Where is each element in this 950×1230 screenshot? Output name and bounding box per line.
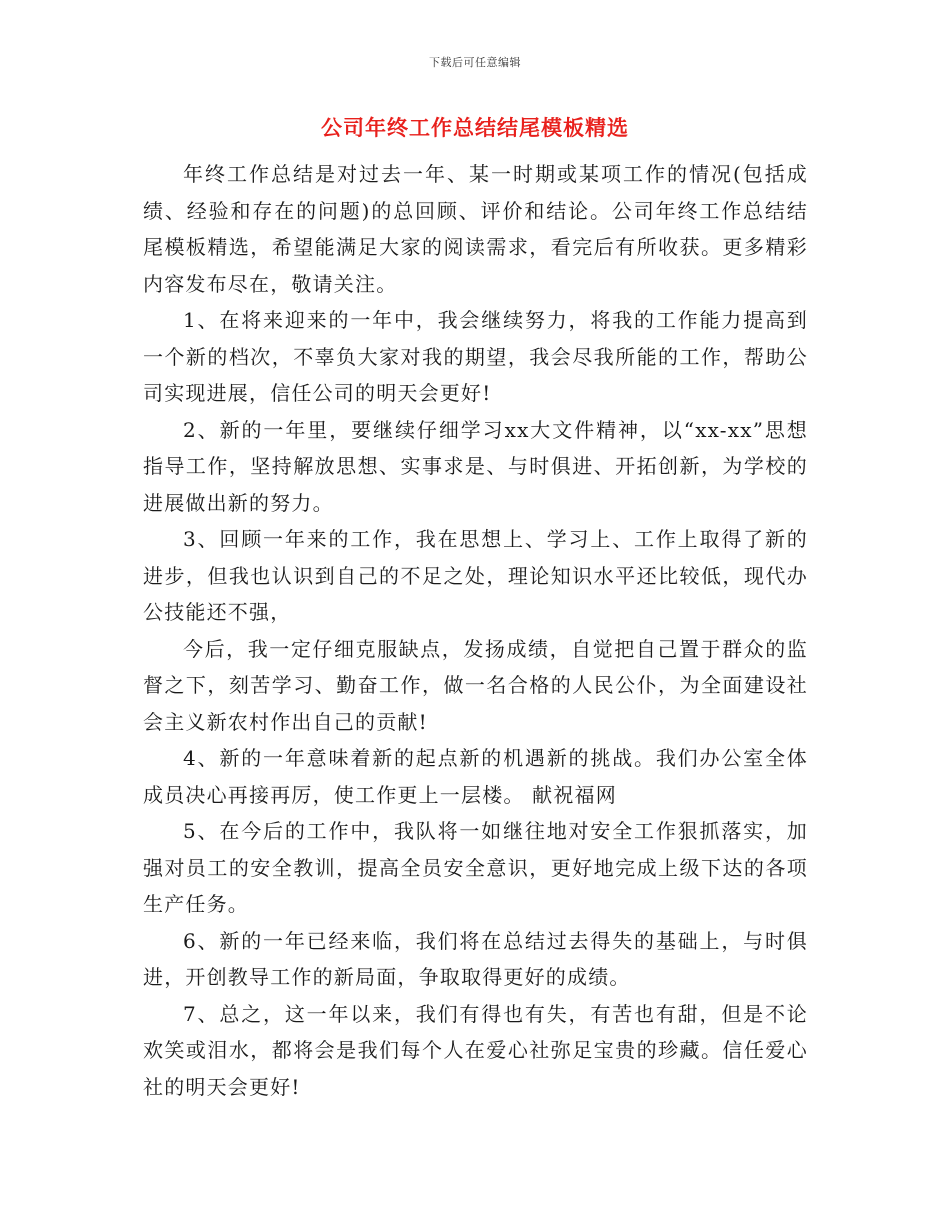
- paragraph-item-2: 2、新的一年里，要继续仔细学习xx大文件精神，以“xx-xx”思想指导工作，坚持解放思想、实事求是、与时俱进、开拓创新，为学校的进展做出新的努力。: [143, 417, 808, 515]
- paragraph-item-7: 7、总之，这一年以来，我们有得也有失，有苦也有甜，但是不论欢笑或泪水，都将会是我们每个人在爱心社弥足宝贵的珍藏。信任爱心社的明天会更好!: [143, 1001, 808, 1099]
- paragraph-item-6: 6、新的一年已经来临，我们将在总结过去得失的基础上，与时俱进，开创教导工作的新局面，争取取得更好的成绩。: [143, 928, 808, 989]
- document-title: 公司年终工作总结结尾模板精选: [321, 116, 629, 140]
- paragraph-item-5: 5、在今后的工作中，我队将一如继往地对安全工作狠抓落实，加强对员工的安全教训，提高全员安全意识，更好地完成上级下达的各项生产任务。: [143, 819, 808, 916]
- paragraph-intro: 年终工作总结是对过去一年、某一时期或某项工作的情况(包括成绩、经验和存在的问题)的总回顾、评价和结论。公司年终工作总结结尾模板精选，希望能满足大家的阅读需求，看完后有所收获。更多精彩内容发布尽在，敬请关注。: [143, 162, 808, 296]
- paragraph-item-3: 3、回顾一年来的工作，我在思想上、学习上、工作上取得了新的进步，但我也认识到自己的不足之处，理论知识水平还比较低，现代办公技能还不强，: [143, 527, 808, 624]
- paragraph-item-3-continued: 今后，我一定仔细克服缺点，发扬成绩，自觉把自己置于群众的监督之下，刻苦学习、勤奋工作，做一名合格的人民公仆，为全面建设社会主义新农村作出自己的贡献!: [143, 636, 808, 734]
- paragraph-item-4: 4、新的一年意味着新的起点新的机遇新的挑战。我们办公室全体成员决心再接再厉，使工作更上一层楼。 献祝福网: [143, 746, 808, 807]
- header-note: 下载后可任意编辑: [429, 56, 521, 69]
- document-body: [143, 156, 808, 1105]
- paragraph-item-1: 1、在将来迎来的一年中，我会继续努力，将我的工作能力提高到一个新的档次，不辜负大家对我的期望，我会尽我所能的工作，帮助公司实现进展，信任公司的明天会更好!: [143, 308, 808, 405]
